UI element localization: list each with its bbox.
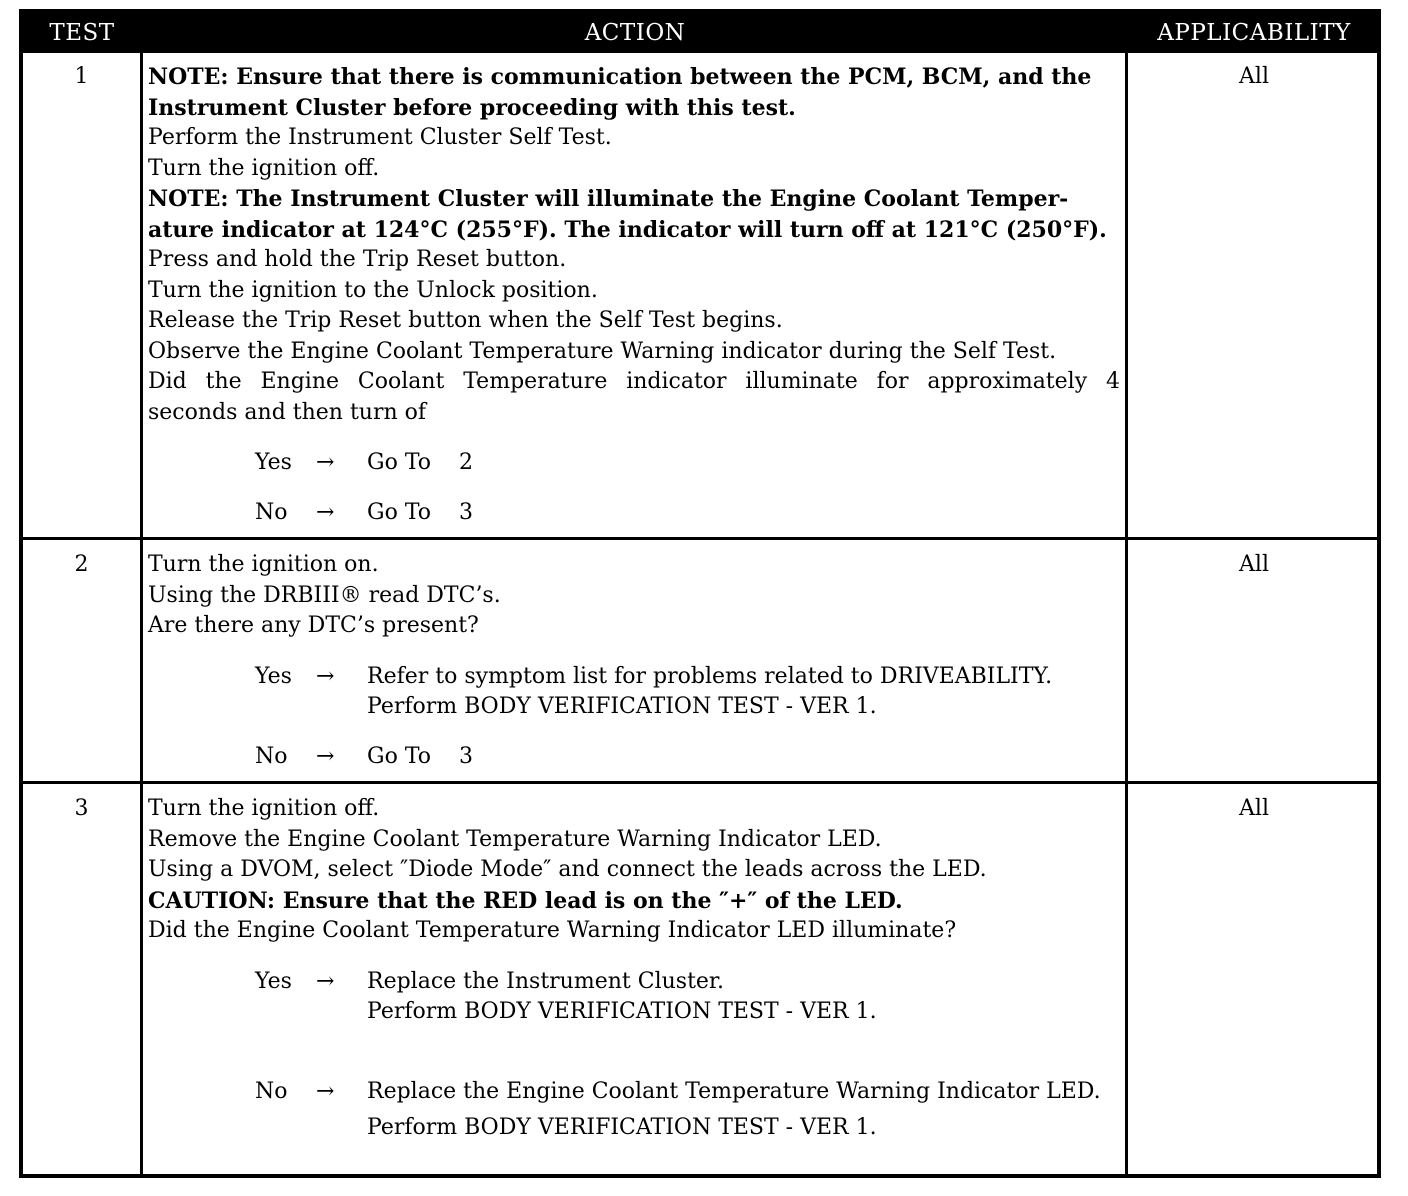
applicability-value: All <box>1239 552 1269 577</box>
note-text: NOTE: Ensure that there is communication between the PCM, BCM, and the <box>148 64 1092 90</box>
diagnostic-table <box>19 9 1381 1178</box>
question-text: Did the Engine Coolant Temperature Warning Indicator LED illuminate? <box>148 918 957 943</box>
yes-response <box>148 662 1120 722</box>
instruction-text: Using the DRBIII® read DTC’s. <box>148 582 501 608</box>
test-number: 3 <box>74 796 89 821</box>
row-divider <box>23 781 1377 784</box>
yes-label: Yes <box>255 968 292 994</box>
response-text: Refer to symptom list for problems related to DRIVEABILITY. <box>367 663 1053 689</box>
arrow-icon: → <box>316 663 335 689</box>
note-text: ature indicator at 124°C (255°F). The indicator will turn off at 121°C (250°F). <box>148 216 1107 243</box>
goto-number: 3 <box>459 743 473 769</box>
response-text: Perform BODY VERIFICATION TEST - VER 1. <box>367 1114 877 1140</box>
arrow-icon: → <box>316 968 335 994</box>
row-divider <box>23 537 1377 540</box>
response-text: Replace the Instrument Cluster. <box>367 968 725 994</box>
applicability-value: All <box>1239 64 1269 89</box>
goto-label: Go To <box>367 500 432 525</box>
no-label: No <box>255 500 288 525</box>
action-cell-3 <box>148 794 1120 1147</box>
no-response <box>148 1077 1120 1147</box>
question-text: seconds and then turn of <box>148 399 427 425</box>
instruction-text: Perform the Instrument Cluster Self Test. <box>148 125 612 150</box>
yes-response <box>148 967 1120 1027</box>
instruction-text: Turn the ignition to the Unlock position. <box>148 277 598 303</box>
caution-text: CAUTION: Ensure that the RED lead is on the ″+″ of the LED. <box>148 887 903 914</box>
arrow-icon: → <box>316 743 335 769</box>
instruction-text: Observe the Engine Coolant Temperature Warning indicator during the Self Test. <box>148 338 1057 364</box>
instruction-text: Turn the ignition off. <box>148 155 380 181</box>
instruction-text: Using a DVOM, select ″Diode Mode″ and connect the leads across the LED. <box>148 857 987 882</box>
arrow-icon: → <box>316 500 335 525</box>
instruction-text: Release the Trip Reset button when the Self Test begins. <box>148 308 783 333</box>
note-text: Instrument Cluster before proceeding with this test. <box>148 94 796 121</box>
arrow-icon: → <box>316 450 335 475</box>
table-header <box>23 13 1377 53</box>
yes-response <box>148 448 1120 478</box>
applicability-value: All <box>1239 796 1269 821</box>
goto-number: 2 <box>459 450 473 475</box>
no-response <box>148 498 1120 528</box>
no-label: No <box>255 1078 288 1104</box>
test-number: 2 <box>74 552 89 577</box>
header-action: ACTION <box>584 20 686 46</box>
note-text: NOTE: The Instrument Cluster will illuminate the Engine Coolant Temper- <box>148 186 1069 212</box>
goto-label: Go To <box>367 450 432 475</box>
instruction-text: Remove the Engine Coolant Temperature Warning Indicator LED. <box>148 826 882 852</box>
yes-label: Yes <box>255 663 292 689</box>
header-test: TEST <box>49 20 115 46</box>
instruction-text: Turn the ignition on. <box>148 552 379 577</box>
action-cell-1 <box>148 62 1120 528</box>
response-text: Perform BODY VERIFICATION TEST - VER 1. <box>367 998 877 1024</box>
yes-label: Yes <box>255 450 292 475</box>
goto-label: Go To <box>367 743 432 769</box>
question-text: Are there any DTC’s present? <box>148 613 479 638</box>
arrow-icon: → <box>316 1078 335 1104</box>
column-divider <box>140 53 143 1174</box>
no-label: No <box>255 743 288 769</box>
instruction-text: Turn the ignition off. <box>148 796 380 821</box>
header-applicability: APPLICABILITY <box>1157 20 1351 46</box>
question-text: Did the Engine Coolant Temperature indicator illuminate for approximately 4 <box>148 369 1120 394</box>
response-text: Replace the Engine Coolant Temperature Warning Indicator LED. <box>367 1078 1101 1104</box>
instruction-text: Press and hold the Trip Reset button. <box>148 247 567 272</box>
column-divider <box>1125 53 1128 1174</box>
test-number: 1 <box>74 64 89 89</box>
response-text: Perform BODY VERIFICATION TEST - VER 1. <box>367 693 877 719</box>
action-cell-2 <box>148 550 1120 772</box>
no-response <box>148 742 1120 772</box>
goto-number: 3 <box>459 500 473 525</box>
